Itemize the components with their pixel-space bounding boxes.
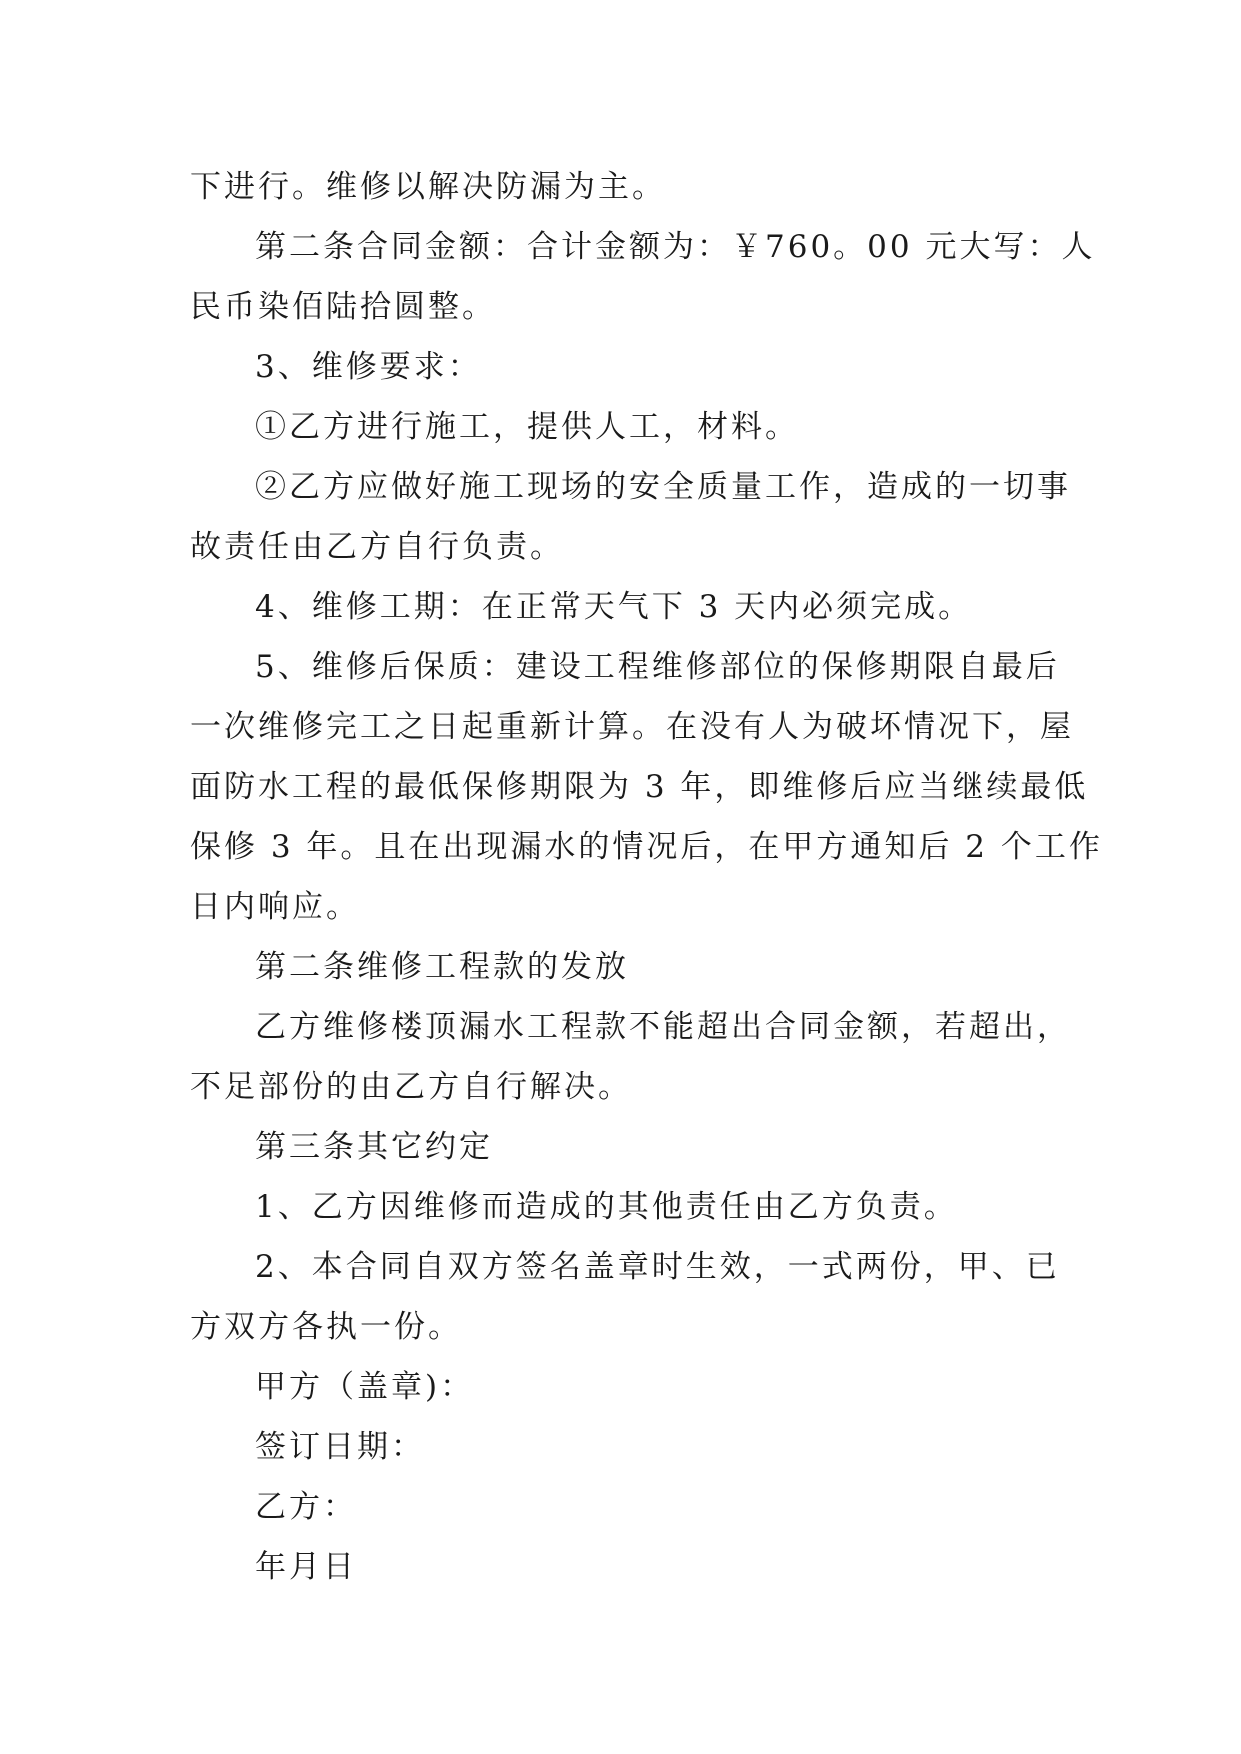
paragraph-other-term-2 <box>190 1237 1060 1357</box>
text-line: 一次维修完工之日起重新计算。在没有人为破坏情况下，屋 <box>190 709 1074 745</box>
paragraph-requirements-heading <box>190 337 1060 397</box>
text-line: 甲方（盖章)： <box>255 1369 475 1405</box>
text-line: ②乙方应做好施工现场的安全质量工作，造成的一切事 <box>255 469 1071 505</box>
paragraph-warranty <box>190 637 1103 937</box>
text-line: 不足部份的由乙方自行解决。 <box>190 1069 632 1105</box>
paragraph-contract-amount <box>190 217 1096 337</box>
text-line: 1、乙方因维修而造成的其他责任由乙方负责。 <box>255 1189 958 1225</box>
signature-party-a <box>190 1357 1060 1417</box>
signature-party-b <box>190 1477 1060 1537</box>
signature-date <box>190 1417 1060 1477</box>
paragraph-payment-terms <box>190 997 1071 1117</box>
text-line: 方双方各执一份。 <box>190 1309 462 1345</box>
document-body <box>190 157 1103 1597</box>
text-line: 保修 3 年。且在出现漏水的情况后，在甲方通知后 2 个工作 <box>190 829 1103 865</box>
text-line: ①乙方进行施工，提供人工，材料。 <box>255 409 799 445</box>
text-line: 4、维修工期：在正常天气下 3 天内必须完成。 <box>255 589 973 625</box>
text-line: 日内响应。 <box>190 889 360 925</box>
signature-year-month-day <box>190 1537 1060 1597</box>
text-line: 5、维修后保质：建设工程维修部位的保修期限自最后 <box>255 649 1060 685</box>
text-line: 3、维修要求： <box>255 349 482 385</box>
paragraph-other-terms-heading <box>190 1117 1060 1177</box>
text-line: 民币染佰陆拾圆整。 <box>190 289 496 325</box>
text-line: 故责任由乙方自行负责。 <box>190 529 564 565</box>
text-line: 乙方维修楼顶漏水工程款不能超出合同金额，若超出， <box>255 1009 1071 1045</box>
text-line: 第三条其它约定 <box>255 1129 493 1165</box>
text-line: 2、本合同自双方签名盖章时生效，一式两份，甲、已 <box>255 1249 1060 1285</box>
text-line: 年月日 <box>255 1549 357 1585</box>
paragraph-maintenance-scope <box>190 157 1060 217</box>
text-line: 第二条合同金额：合计金额为：￥760。00 元大写：人 <box>255 229 1096 265</box>
text-line: 签订日期： <box>255 1429 425 1465</box>
paragraph-requirement-1 <box>190 397 1060 457</box>
paragraph-other-term-1 <box>190 1177 1060 1237</box>
text-line: 下进行。维修以解决防漏为主。 <box>190 169 666 205</box>
text-line: 乙方： <box>255 1489 357 1525</box>
text-line: 面防水工程的最低保修期限为 3 年，即维修后应当继续最低 <box>190 769 1089 805</box>
paragraph-payment-heading <box>190 937 1060 997</box>
paragraph-requirement-2 <box>190 457 1071 577</box>
text-line: 第二条维修工程款的发放 <box>255 949 629 985</box>
paragraph-work-period <box>190 577 1060 637</box>
